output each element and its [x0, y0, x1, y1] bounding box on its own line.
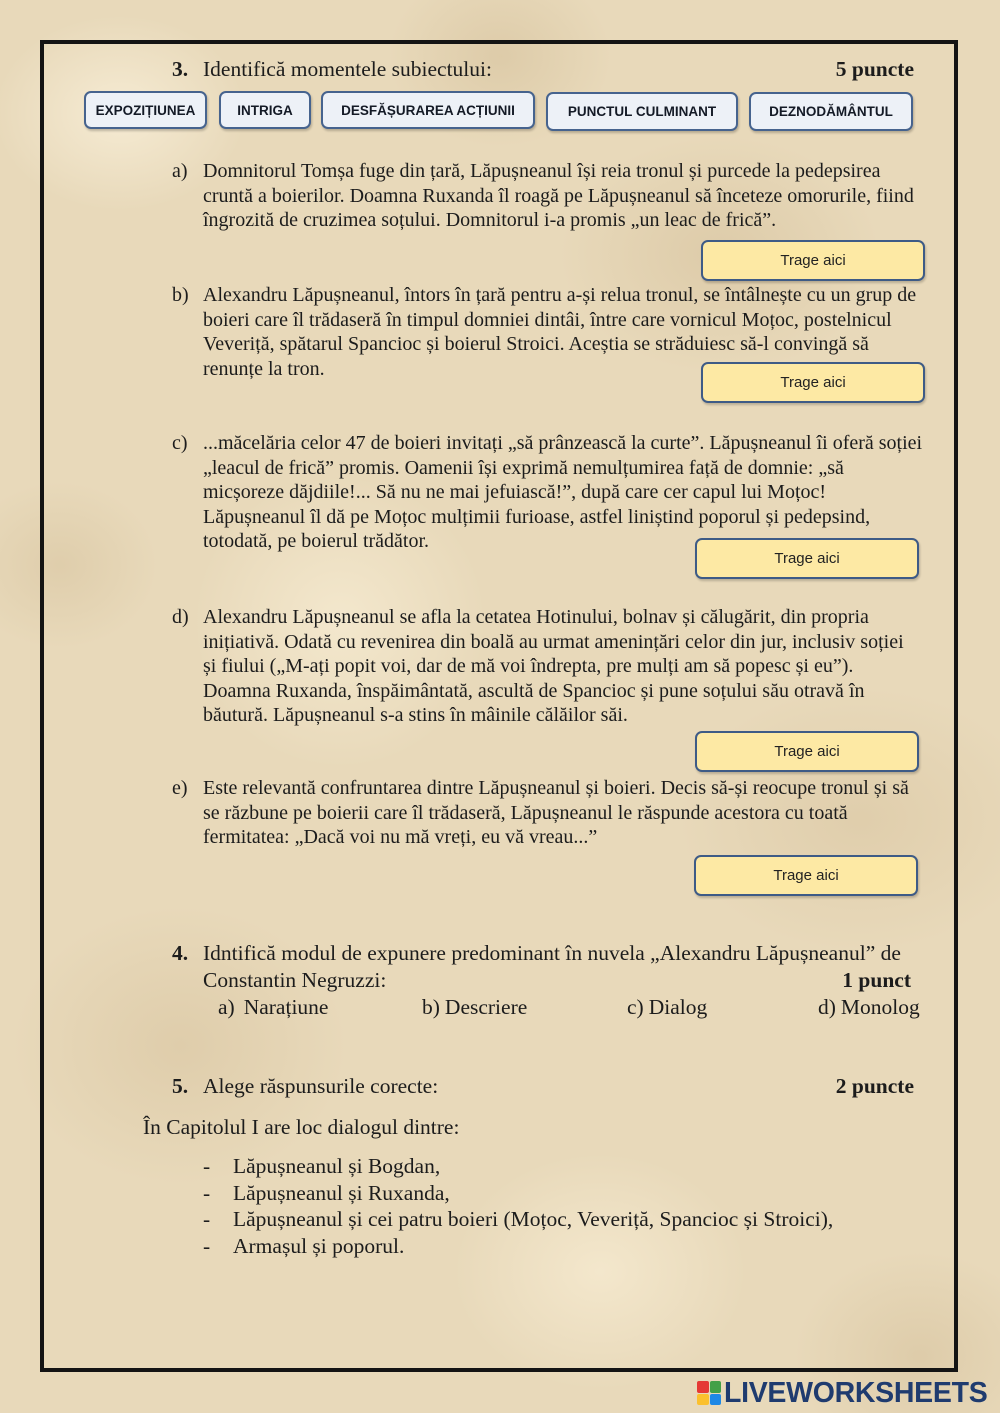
text-line: „leacul de frică” promis. Oamenii își exprimă nemulțumirea față de domnie: „să [203, 456, 844, 479]
text-line: îngrozită de cruzimea soțului. Domnitorul i-a promis „un leac de frică”. [203, 209, 777, 231]
q4-option-b[interactable] [422, 994, 527, 1021]
q3-points: 5 puncte [835, 57, 914, 81]
item-text [203, 605, 904, 728]
text-line: și fiului („M-ați popit voi, dar de mă voi îndrepta, pre mulți am să popesc și eu”). [203, 655, 854, 677]
text-line: Este relevantă confruntarea dintre Lăpușneanul și boieri. Decis să-și reocupe tronul și să [203, 777, 909, 799]
item-text [203, 159, 914, 233]
logo-tile [710, 1381, 722, 1393]
text-line: cruntă a boierilor. Doamna Ruxanda îl roagă pe Lăpușneanul să înceteze omorurile, fiind [203, 184, 914, 207]
q4-points: 1 punct [842, 968, 911, 992]
text-line: Doamna Ruxanda, înspăimântată, ascultă de Spancioc și pune soțului său otravă în [203, 679, 865, 702]
q3-number: 3. [172, 57, 189, 81]
option-text: Narațiune [243, 995, 329, 1019]
drop-zone-e[interactable]: Trage aici [694, 855, 918, 896]
text-line: totodată, pe boierul trădător. [203, 530, 430, 552]
choice-text: Armașul și poporul. [233, 1234, 405, 1258]
option-label: c) [627, 995, 644, 1019]
text-line: Alexandru Lăpușneanul se afla la cetatea Hotinului, bolnav și călugărit, din propria [203, 606, 869, 628]
option-label: b) [422, 995, 440, 1019]
drag-token-intriga[interactable]: INTRIGA [219, 91, 311, 129]
choice-bullet: - [203, 1154, 211, 1178]
q5-choice-3[interactable] [203, 1206, 903, 1233]
q4-option-d[interactable] [818, 994, 920, 1021]
option-label: a) [218, 995, 235, 1019]
q5-choice-1[interactable] [203, 1153, 903, 1180]
item-text [203, 431, 922, 554]
q4-prompt-line: Idntifică modul de expunere predominant în nuvela „Alexandru Lăpușneanul” de [203, 941, 901, 965]
text-line: băutură. Lăpușneanul s-a stins în mâinile călăilor săi. [203, 704, 628, 726]
liveworksheets-logo-text: LIVEWORKSHEETS [724, 1377, 988, 1409]
logo-tile [697, 1381, 709, 1393]
drop-zone-b[interactable]: Trage aici [701, 362, 925, 403]
text-line: Alexandru Lăpușneanul, întors în țară pentru a-și relua tronul, se întâlnește cu un grup de [203, 284, 917, 306]
q5-choice-4[interactable] [203, 1233, 903, 1260]
text-line: Veveriță, spătarul Spancioc și boierul Stroici. Aceștia se străduiesc să-l convingă să [203, 333, 869, 355]
logo-tile [710, 1394, 722, 1406]
text-line: micșoreze dăjdiile!... Să nu ne mai jefuiască!”, după care cer capul lui Moțoc! [203, 481, 827, 503]
choice-text: Lăpușneanul și Bogdan, [233, 1154, 441, 1178]
item-label: c) [172, 432, 188, 454]
q4-option-a[interactable] [218, 994, 328, 1021]
drop-zone-d[interactable]: Trage aici [695, 731, 919, 772]
q5-points: 2 puncte [835, 1074, 914, 1098]
q5-prompt: Alege răspunsurile corecte: [203, 1074, 439, 1098]
drag-token-punctul-culminant[interactable]: PUNCTUL CULMINANT [546, 92, 738, 131]
text-line: inițiativă. Odată cu revenirea din boală au urmat amenințări celor din jur, inclusiv soției [203, 630, 904, 653]
logo-tile [697, 1394, 709, 1406]
q5-choice-2[interactable] [203, 1180, 903, 1207]
q5-number: 5. [172, 1074, 189, 1098]
q5-intro: În Capitolul I are loc dialogul dintre: [143, 1115, 460, 1139]
q4-option-c[interactable] [627, 994, 707, 1021]
q4-number: 4. [172, 941, 189, 965]
option-text: Dialog [648, 995, 708, 1019]
choice-bullet: - [203, 1207, 211, 1231]
q4-prompt-line: Constantin Negruzzi: [203, 968, 387, 992]
drag-token-expozitiunea[interactable]: EXPOZIȚIUNEA [84, 91, 207, 129]
text-line: Lăpușneanul îl dă pe Moțoc mulțimii furioase, astfel liniștind poporul și pedepsind, [203, 505, 871, 528]
item-text [203, 776, 909, 850]
choice-bullet: - [203, 1234, 211, 1258]
text-line: renunțe la tron. [203, 357, 325, 380]
drag-token-desfasurarea-actiunii[interactable]: DESFĂȘURAREA ACȚIUNII [321, 91, 535, 129]
choice-bullet: - [203, 1181, 211, 1205]
text-line: fermitatea: „Dacă voi nu mă vreți, eu vă vreau...” [203, 826, 598, 848]
text-line: boieri care îl trădaseră în timpul domniei dintâi, între care vornicul Moțoc, postelnicul [203, 308, 892, 331]
drop-zone-c[interactable]: Trage aici [695, 538, 919, 579]
text-line: Domnitorul Tomșa fuge din țară, Lăpușneanul își reia tronul și purcede la pedepsirea [203, 160, 881, 182]
choice-text: Lăpușneanul și Ruxanda, [233, 1181, 450, 1205]
item-label: d) [172, 606, 189, 628]
item-label: a) [172, 160, 188, 182]
drag-token-deznodamantul[interactable]: DEZNODĂMÂNTUL [749, 92, 913, 131]
drop-zone-a[interactable]: Trage aici [701, 240, 925, 281]
option-text: Descriere [444, 995, 528, 1019]
liveworksheets-logo-icon [697, 1381, 721, 1405]
q3-prompt: Identifică momentele subiectului: [203, 57, 492, 81]
text-line: se răzbune pe boierii care îl trădaseră, Lăpușneanul le răspunde acestora cu toată [203, 801, 848, 824]
option-label: d) [818, 995, 836, 1019]
text-line: ...măcelăria celor 47 de boieri invitați „să prânzească la curte”. Lăpușneanul îi oferă soției [203, 432, 923, 454]
item-label: b) [172, 284, 189, 306]
item-label: e) [172, 777, 188, 799]
option-text: Monolog [840, 995, 920, 1019]
choice-text: Lăpușneanul și cei patru boieri (Moțoc, Veveriță, Spancioc și Stroici), [233, 1207, 834, 1231]
